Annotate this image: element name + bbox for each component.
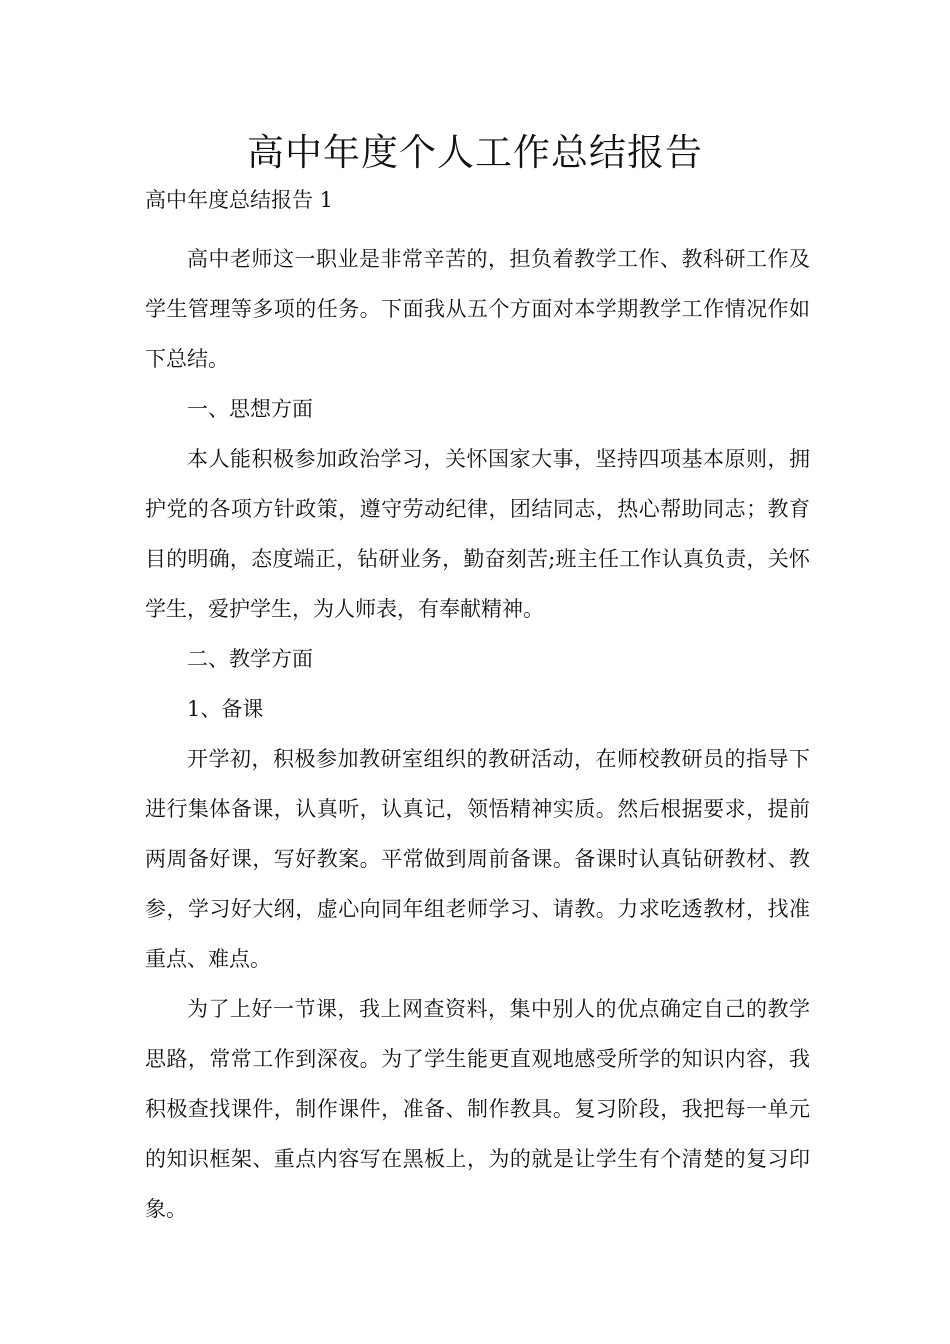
document-subtitle: 高中年度总结报告 1 bbox=[145, 188, 334, 212]
paragraph-intro: 高中老师这一职业是非常辛苦的，担负着教学工作、教科研工作及学生管理等多项的任务。下面我从五个方面对本学期教学工作情况作如下总结。 bbox=[145, 247, 810, 371]
paragraph-lesson-prep: 开学初，积极参加教研室组织的教研活动，在师校教研员的指导下进行集体备课，认真听，认真记，领悟精神实质。然后根据要求，提前两周备好课，写好教案。平常做到周前备课。备课时认真钻研教材、教参，学习好大纲，虚心向同年组老师学习、请教。力求吃透教材，找准重点、难点。 bbox=[145, 747, 810, 971]
heading-lesson-prep: 1、备课 bbox=[187, 697, 264, 721]
paragraph-class-preparation: 为了上好一节课，我上网查资料，集中别人的优点确定自己的教学思路，常常工作到深夜。为了学生能更直观地感受所学的知识内容，我积极查找课件，制作课件，准备、制作教具。复习阶段，我把每一单元的知识框架、重点内容写在黑板上，为的就是让学生有个清楚的复习印象。 bbox=[145, 997, 810, 1221]
paragraph-ideology: 本人能积极参加政治学习，关怀国家大事，坚持四项基本原则，拥护党的各项方针政策，遵守劳动纪律，团结同志，热心帮助同志；教育目的明确，态度端正，钻研业务，勤奋刻苦;班主任工作认真负责，关怀学生，爱护学生，为人师表，有奉献精神。 bbox=[145, 447, 810, 621]
heading-ideology: 一、思想方面 bbox=[187, 397, 313, 421]
document-title: 高中年度个人工作总结报告 bbox=[247, 131, 703, 174]
heading-teaching: 二、教学方面 bbox=[187, 647, 313, 671]
document-body bbox=[145, 234, 810, 1234]
